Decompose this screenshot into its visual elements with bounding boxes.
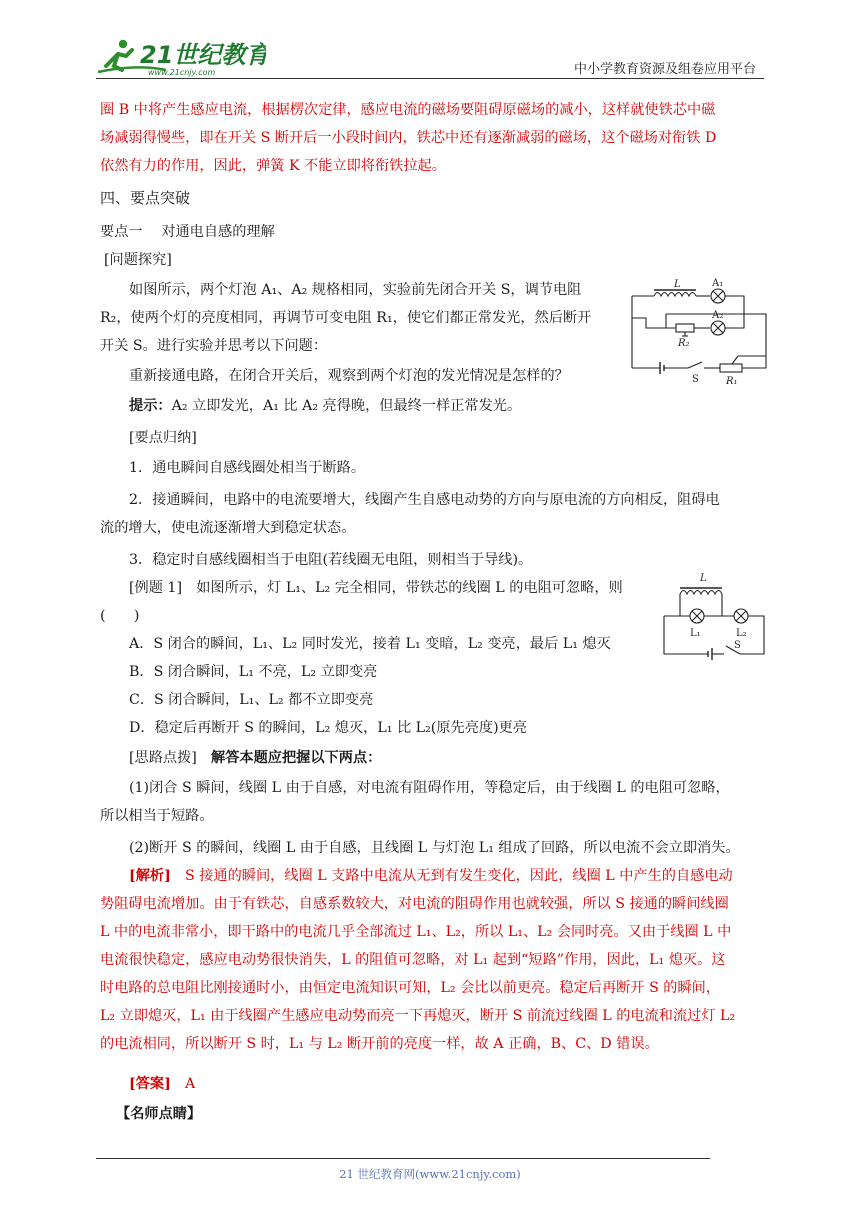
answer-line — [100, 1070, 762, 1098]
summary-list — [100, 454, 762, 574]
idea-header — [100, 744, 762, 772]
inductor-coil — [654, 293, 696, 297]
point-title: 要点一 对通电自感的理解 — [100, 224, 275, 240]
fig1-label-r2: R₂ — [678, 338, 690, 349]
intro-line-3: 依然有力的作用，因此，弹簧 K 不能立即将衔铁拉起。 — [100, 158, 446, 174]
hint-text: A₂ 立即发光，A₁ 比 A₂ 亮得晚，但最终一样正常发光。 — [171, 398, 522, 414]
analysis-line-4: 电流很快稳定，感应电动势很快消失，L 的阻值可忽略，对 L₁ 起到“短路”作用，因此，L₁ 熄灭。这 — [100, 952, 726, 968]
inquiry-label: [问题探究] — [104, 252, 172, 268]
teacher-note — [116, 1100, 778, 1128]
idea-label: [思路点拨] — [129, 750, 197, 766]
idea-point-1a: (1)闭合 S 瞬间，线圈 L 由于自感，对电流有阻碍作用，等稳定后，由于线圈 L 的电阻可忽略， — [129, 780, 730, 796]
logo-text: 21世纪教育 — [140, 41, 266, 69]
analysis-paragraph — [100, 862, 762, 1058]
fig2-label-s: S — [734, 640, 741, 651]
analysis-label: [解析] — [129, 868, 171, 884]
intro-line-2: 场减弱得慢些，即在开关 S 断开后一小段时间内，铁芯中还有逐渐减弱的磁场，这个磁场对衔铁 D — [100, 130, 717, 146]
idea-point-2: (2)断开 S 的瞬间，线圈 L 由于自感，且线圈 L 与灯泡 L₁ 组成了回路，所以电流不会立即消失。 — [129, 840, 740, 856]
teacher-note-label: 【名师点睛】 — [116, 1106, 202, 1122]
analysis-line-2: 势阻碍电流增加。由于有铁芯，自感系数较大，对电流的阻碍作用也就较强，所以 S 接通的瞬间线圈 — [100, 896, 729, 912]
summary-item-2b: 流的增大，使电流逐渐增大到稳定状态。 — [100, 520, 356, 536]
analysis-line-3: L 中的电流非常小，即干路中的电流几乎全部流过 L₁、L₂，所以 L₁、L₂ 会同时亮。又由于线圈 L 中 — [100, 924, 732, 940]
inquiry-line-2: R₂，使两个灯的亮度相同，再调节可变电阻 R₁，使它们都正常发光，然后断开 — [100, 310, 592, 326]
summary-item-3: 3．稳定时自感线圈相当于电阻(若线圈无电阻，则相当于导线)。 — [129, 552, 533, 568]
site-title: 中小学教育资源及组卷应用平台 — [573, 62, 756, 77]
circuit-figure-2 — [660, 572, 770, 662]
header-rule — [96, 78, 764, 79]
intro-paragraph — [100, 96, 762, 180]
battery — [660, 362, 664, 374]
option-b: B．S 闭合瞬间，L₁ 不亮，L₂ 立即变亮 — [129, 664, 378, 680]
example-stem-line-1: 如图所示，灯 L₁、L₂ 完全相同，带铁芯的线圈 L 的电阻可忽略，则 — [196, 580, 623, 596]
fig2-label-l: L — [700, 573, 707, 584]
site-logo[interactable] — [96, 36, 266, 78]
idea-intro: 解答本题应把握以下两点： — [211, 750, 382, 766]
option-a: A．S 闭合的瞬间，L₁、L₂ 同时发光，接着 L₁ 变暗，L₂ 变亮，最后 L₁ 熄灭 — [129, 636, 611, 652]
example-stem-line-2: ( ) — [100, 608, 140, 624]
idea-point-1b: 所以相当于短路。 — [100, 808, 214, 824]
summary-item-2a: 2．接通瞬间，电路中的电流要增大，线圈产生自感电动势的方向与原电流的方向相反，阻碍电 — [129, 492, 720, 508]
analysis-line-6: L₂ 立即熄灭，L₁ 由于线圈产生感应电动势而亮一下再熄灭，断开 S 前流过线圈 L 的电流和流过灯 L₂ — [100, 1008, 736, 1024]
analysis-line-1: S 接通的瞬间，线圈 L 支路中电流从无到有发生变化，因此，线圈 L 中产生的自感电动 — [185, 868, 733, 884]
inquiry-line-1: 如图所示，两个灯泡 A₁、A₂ 规格相同，实验前先闭合开关 S，调节电阻 — [129, 282, 582, 298]
inquiry-paragraph — [100, 276, 620, 360]
inquiry-line-3: 开关 S。进行实验并思考以下问题： — [100, 338, 328, 354]
hint-label: 提示： — [129, 398, 172, 414]
resistor-r1 — [720, 364, 742, 372]
fig1-label-a1: A₁ — [712, 278, 724, 289]
fig1-label-s: S — [692, 374, 699, 385]
fig1-label-a2: A₂ — [712, 310, 724, 321]
fig1-label-r1: R₁ — [726, 376, 738, 386]
summary-label: [要点归纳] — [129, 430, 197, 446]
footer-link[interactable]: 21 世纪教育网(www.21cnjy.com) — [339, 1167, 521, 1181]
runner-icon — [96, 36, 266, 78]
section-title: 四、要点突破 — [100, 189, 191, 207]
intro-line-1: 圈 B 中将产生感应电流，根据楞次定律，感应电流的磁场要阻碍原磁场的减小，这样就使铁芯中磁 — [100, 102, 716, 118]
analysis-line-5: 时电路的总电阻比刚接通时小，由恒定电流知识可知，L₂ 会比以前更亮。稳定后再断开 S 的瞬间， — [100, 980, 721, 996]
battery-2 — [708, 648, 712, 660]
example-label: [例题 1] — [129, 580, 182, 596]
fig2-label-l1: L₁ — [690, 628, 701, 639]
option-d: D．稳定后再断开 S 的瞬间，L₂ 熄灭，L₁ 比 L₂(原先亮度)更亮 — [129, 720, 527, 736]
inductor-coil-2 — [680, 591, 722, 595]
circuit-figure-1 — [626, 278, 776, 386]
answer-label: [答案] — [129, 1076, 171, 1092]
fig1-label-l: L — [674, 279, 681, 290]
logo-url: www.21cnjy.com — [148, 68, 216, 77]
inquiry-hint — [100, 392, 762, 420]
answer-value: A — [185, 1076, 196, 1092]
footer-rule — [96, 1158, 710, 1159]
summary-item-1: 1．通电瞬间自感线圈处相当于断路。 — [129, 460, 366, 476]
example-stem — [100, 574, 660, 630]
inquiry-question: 重新接通电路，在闭合开关后，观察到两个灯泡的发光情况是怎样的？ — [129, 368, 569, 384]
resistor-r2 — [676, 324, 694, 332]
idea-points — [100, 774, 762, 862]
fig2-label-l2: L₂ — [736, 628, 747, 639]
analysis-line-7: 的电流相同，所以断开 S 时，L₁ 与 L₂ 断开前的亮度一样，故 A 正确，B、C、D 错误。 — [100, 1036, 659, 1052]
option-c: C．S 闭合瞬间，L₁、L₂ 都不立即变亮 — [129, 692, 374, 708]
